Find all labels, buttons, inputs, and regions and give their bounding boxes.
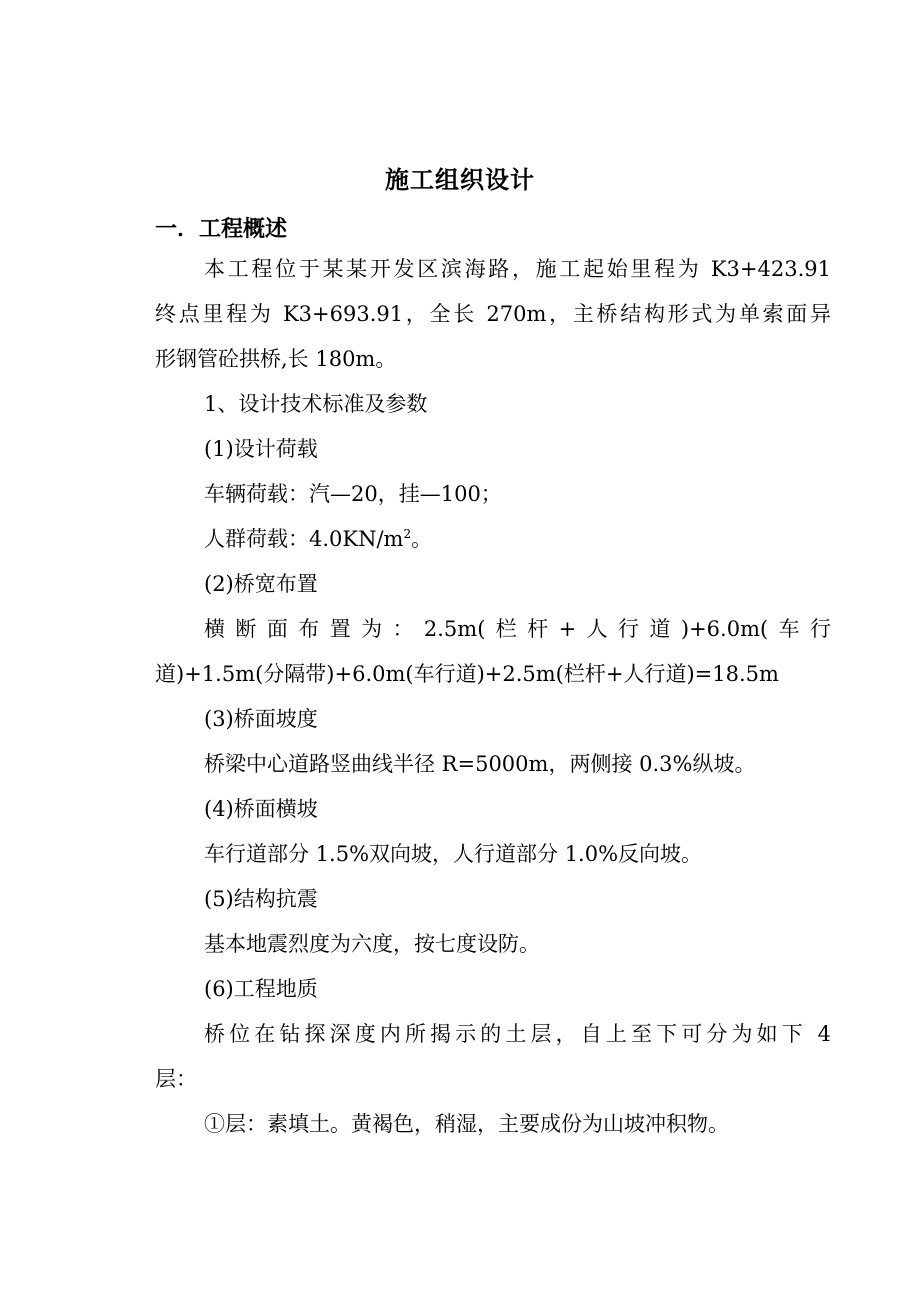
crowd-load-text: 人群荷载：4.0KN/m bbox=[204, 527, 404, 551]
item-seismic-title: (5)结构抗震 bbox=[204, 887, 318, 911]
item-slope-title: (3)桥面坡度 bbox=[204, 707, 318, 731]
crowd-load-superscript: 2 bbox=[403, 527, 412, 541]
item-geology-line-1: 桥位在钻探深度内所揭示的土层，自上至下可分为如下 4 bbox=[204, 1022, 831, 1046]
intro-line-2: 终点里程为 K3+693.91，全长 270m，主桥结构形式为单索面异 bbox=[155, 302, 831, 326]
item-cross-slope-text: 车行道部分 1.5%双向坡，人行道部分 1.0%反向坡。 bbox=[204, 842, 703, 866]
item-width-line-2: 道)+1.5m(分隔带)+6.0m(车行道)+2.5m(栏杆+人行道)=18.5m bbox=[155, 662, 779, 686]
document-title: 施工组织设计 bbox=[385, 165, 535, 194]
item-layer-1: ①层：素填土。黄褐色，稍湿，主要成份为山坡冲积物。 bbox=[204, 1112, 729, 1136]
intro-line-3: 形钢管砼拱桥,长 180m。 bbox=[155, 347, 397, 371]
item-vehicle-load: 车辆荷载：汽—20，挂—100； bbox=[204, 482, 502, 506]
section-heading: 一．工程概述 bbox=[155, 216, 288, 242]
item-geology-line-2: 层： bbox=[155, 1067, 197, 1091]
subsection-heading: 1、设计技术标准及参数 bbox=[204, 392, 428, 416]
item-slope-text: 桥梁中心道路竖曲线半径 R=5000m，两侧接 0.3%纵坡。 bbox=[204, 752, 756, 776]
item-crowd-load bbox=[204, 529, 432, 550]
item-geology-title: (6)工程地质 bbox=[204, 977, 318, 1001]
intro-line-1: 本工程位于某某开发区滨海路，施工起始里程为 K3+423.91 bbox=[204, 257, 831, 281]
item-cross-slope-title: (4)桥面横坡 bbox=[204, 797, 318, 821]
item-seismic-text: 基本地震烈度为六度，按七度设防。 bbox=[204, 932, 540, 956]
item-load-title: (1)设计荷载 bbox=[204, 437, 318, 461]
crowd-load-suffix: 。 bbox=[411, 527, 433, 551]
item-width-line-1: 横断面布置为：2.5m(栏杆+人行道)+6.0m(车行 bbox=[204, 617, 831, 641]
item-width-title: (2)桥宽布置 bbox=[204, 572, 318, 596]
